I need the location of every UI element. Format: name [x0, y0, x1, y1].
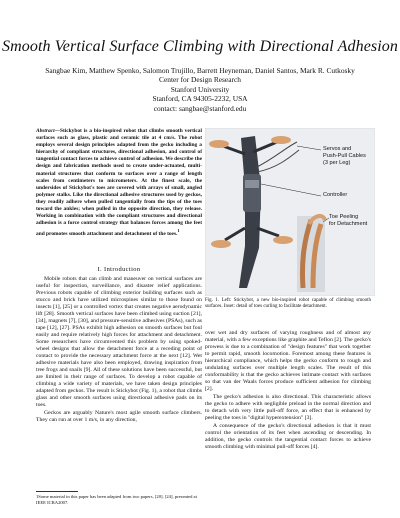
label-toe-peeling: Toe Peeling for Detachment [329, 214, 368, 227]
abstract [36, 128, 202, 238]
paragraph: Mobile robots that can climb and maneuver on vertical surfaces are useful for inspection, surveillance, and disaster relief applications. Previous robots capable of climbing exterior building surfaces such as stucco and brick have utilized microspines similar to those found on insects [1], [25] or a controlled vortex that creates negative aerodynamic lift [28]. Smooth vertical surfaces have been climbed using suction [21], [34], magnets [7], [30], and pressure-sensitive adhesives (PSAs), such as tape [12], [27]. PSAs exhibit high adhesion on smooth surfaces but foul easily and require relatively high forces for attachment and detachment. Some researchers have circumvented this problem by using spoked-wheel designs that allow the detachment force at a receding point of contact to provide the necessary attachment force at the next [12]. Wet adhesive materials have also been employed, drawing inspiration from tree frogs and snails [9]. All of these solutions have been successful, but are limited in their range of surfaces. To develop a robot capable of climbing a wide variety of materials, we have taken design principles adapted from geckos. The result is Stickybot (Fig. 1), a robot that climbs glass and other smooth surfaces using directional adhesive pads on its toes. [36, 276, 202, 408]
footnote-rule [36, 491, 78, 492]
abstract-text: —Stickybot is a bio-inspired robot that climbs smooth vertical surfaces such as glass, plastic and ceramic tile at 4 cm/s. The robot employs several design principles adapted from the gecko including a hierarchy of compliant structures, directional adhesion, and control of tangential contact forces to achieve control of adhesion. We describe the design and fabrication methods used to create under-actuated, multi-material structures that conform to surfaces over a range of length scales from centimeters to micrometers. At the finest scale, the undersides of Stickybot's toes are covered with arrays of small, angled polymer stalks. Like the directional adhesive structures used by geckos, they readily adhere when pulled tangentially from the tips of the toes toward the ankles; when pulled in the opposite direction, they release. Working in combination with the compliant structures and directional adhesion is a force control strategy that balances forces among the feet and promotes smooth attachment and detachment of the toes. [36, 128, 202, 238]
body-column-right [205, 330, 371, 451]
section-heading: I. Introduction [97, 266, 141, 273]
intro-column [36, 276, 202, 424]
paper-title: Smooth Vertical Surface Climbing with Directional Adhesion [2, 38, 398, 55]
author-block [0, 66, 400, 113]
abstract-footnote-mark: 1 [177, 228, 180, 234]
affiliation-line: Stanford University [170, 84, 230, 94]
paragraph: over wet and dry surfaces of varying roughness and of almost any material, with a few exceptions like graphite and Teflon [2]. The gecko's prowess is due to a combination of "design features" that work together to permit rapid, smooth locomotion. Foremost among these features is hierarchical compliance, which helps the gecko conform to rough and undulating surfaces over multiple length scales. The result of this conformability is that the gecko achieves intimate contact with surfaces so that van der Waals forces produce sufficient adhesion for climbing [2]. [205, 330, 371, 392]
label-controller: Controller [323, 192, 348, 198]
contact-email: contact: sangbae@stanford.edu [153, 103, 247, 113]
figure-caption: Fig. 1. Left: Stickybot, a new bio-inspired robot capable of climbing smooth surfaces. Inset: detail of toes curling to facilitate detachment. [205, 298, 371, 310]
paragraph: The gecko's adhesion is also directional. This characteristic allows the gecko to adhere with negligible preload in the normal direction and to detach with very little pull-off force, an effect that is enhanced by peeling the toes in "digital hyperextension" [3]. [205, 394, 371, 422]
paragraph: Geckos are arguably Nature's most agile smooth surface climbers. They can run at over 1 m/s, in any direction, [36, 410, 202, 424]
affiliation-line: Center for Design Research [159, 75, 241, 85]
footnote: 1Some material in this paper has been adapted from two papers, [20], [24], presented at IEEE ICRA2007. [36, 494, 197, 505]
authors: Sangbae Kim, Matthew Spenko, Salomon Trujillo, Barrett Heyneman, Daniel Santos, Mark R. Cutkosky [45, 66, 355, 75]
figure-stickybot [205, 128, 375, 296]
abstract-lead: Abstract [36, 128, 55, 134]
affiliation-line: Stanford, CA 94305-2232, USA [152, 94, 248, 104]
paragraph: A consequence of the gecko's directional adhesion is that it must control the orientation of its feet when ascending or descending. In addition, the gecko controls the tangential contact forces to achieve smooth climbing with minimal pull-off forces [4]. [205, 423, 371, 451]
label-servos: Servos and Push-Pull Cables (3 per Leg) [323, 146, 366, 166]
